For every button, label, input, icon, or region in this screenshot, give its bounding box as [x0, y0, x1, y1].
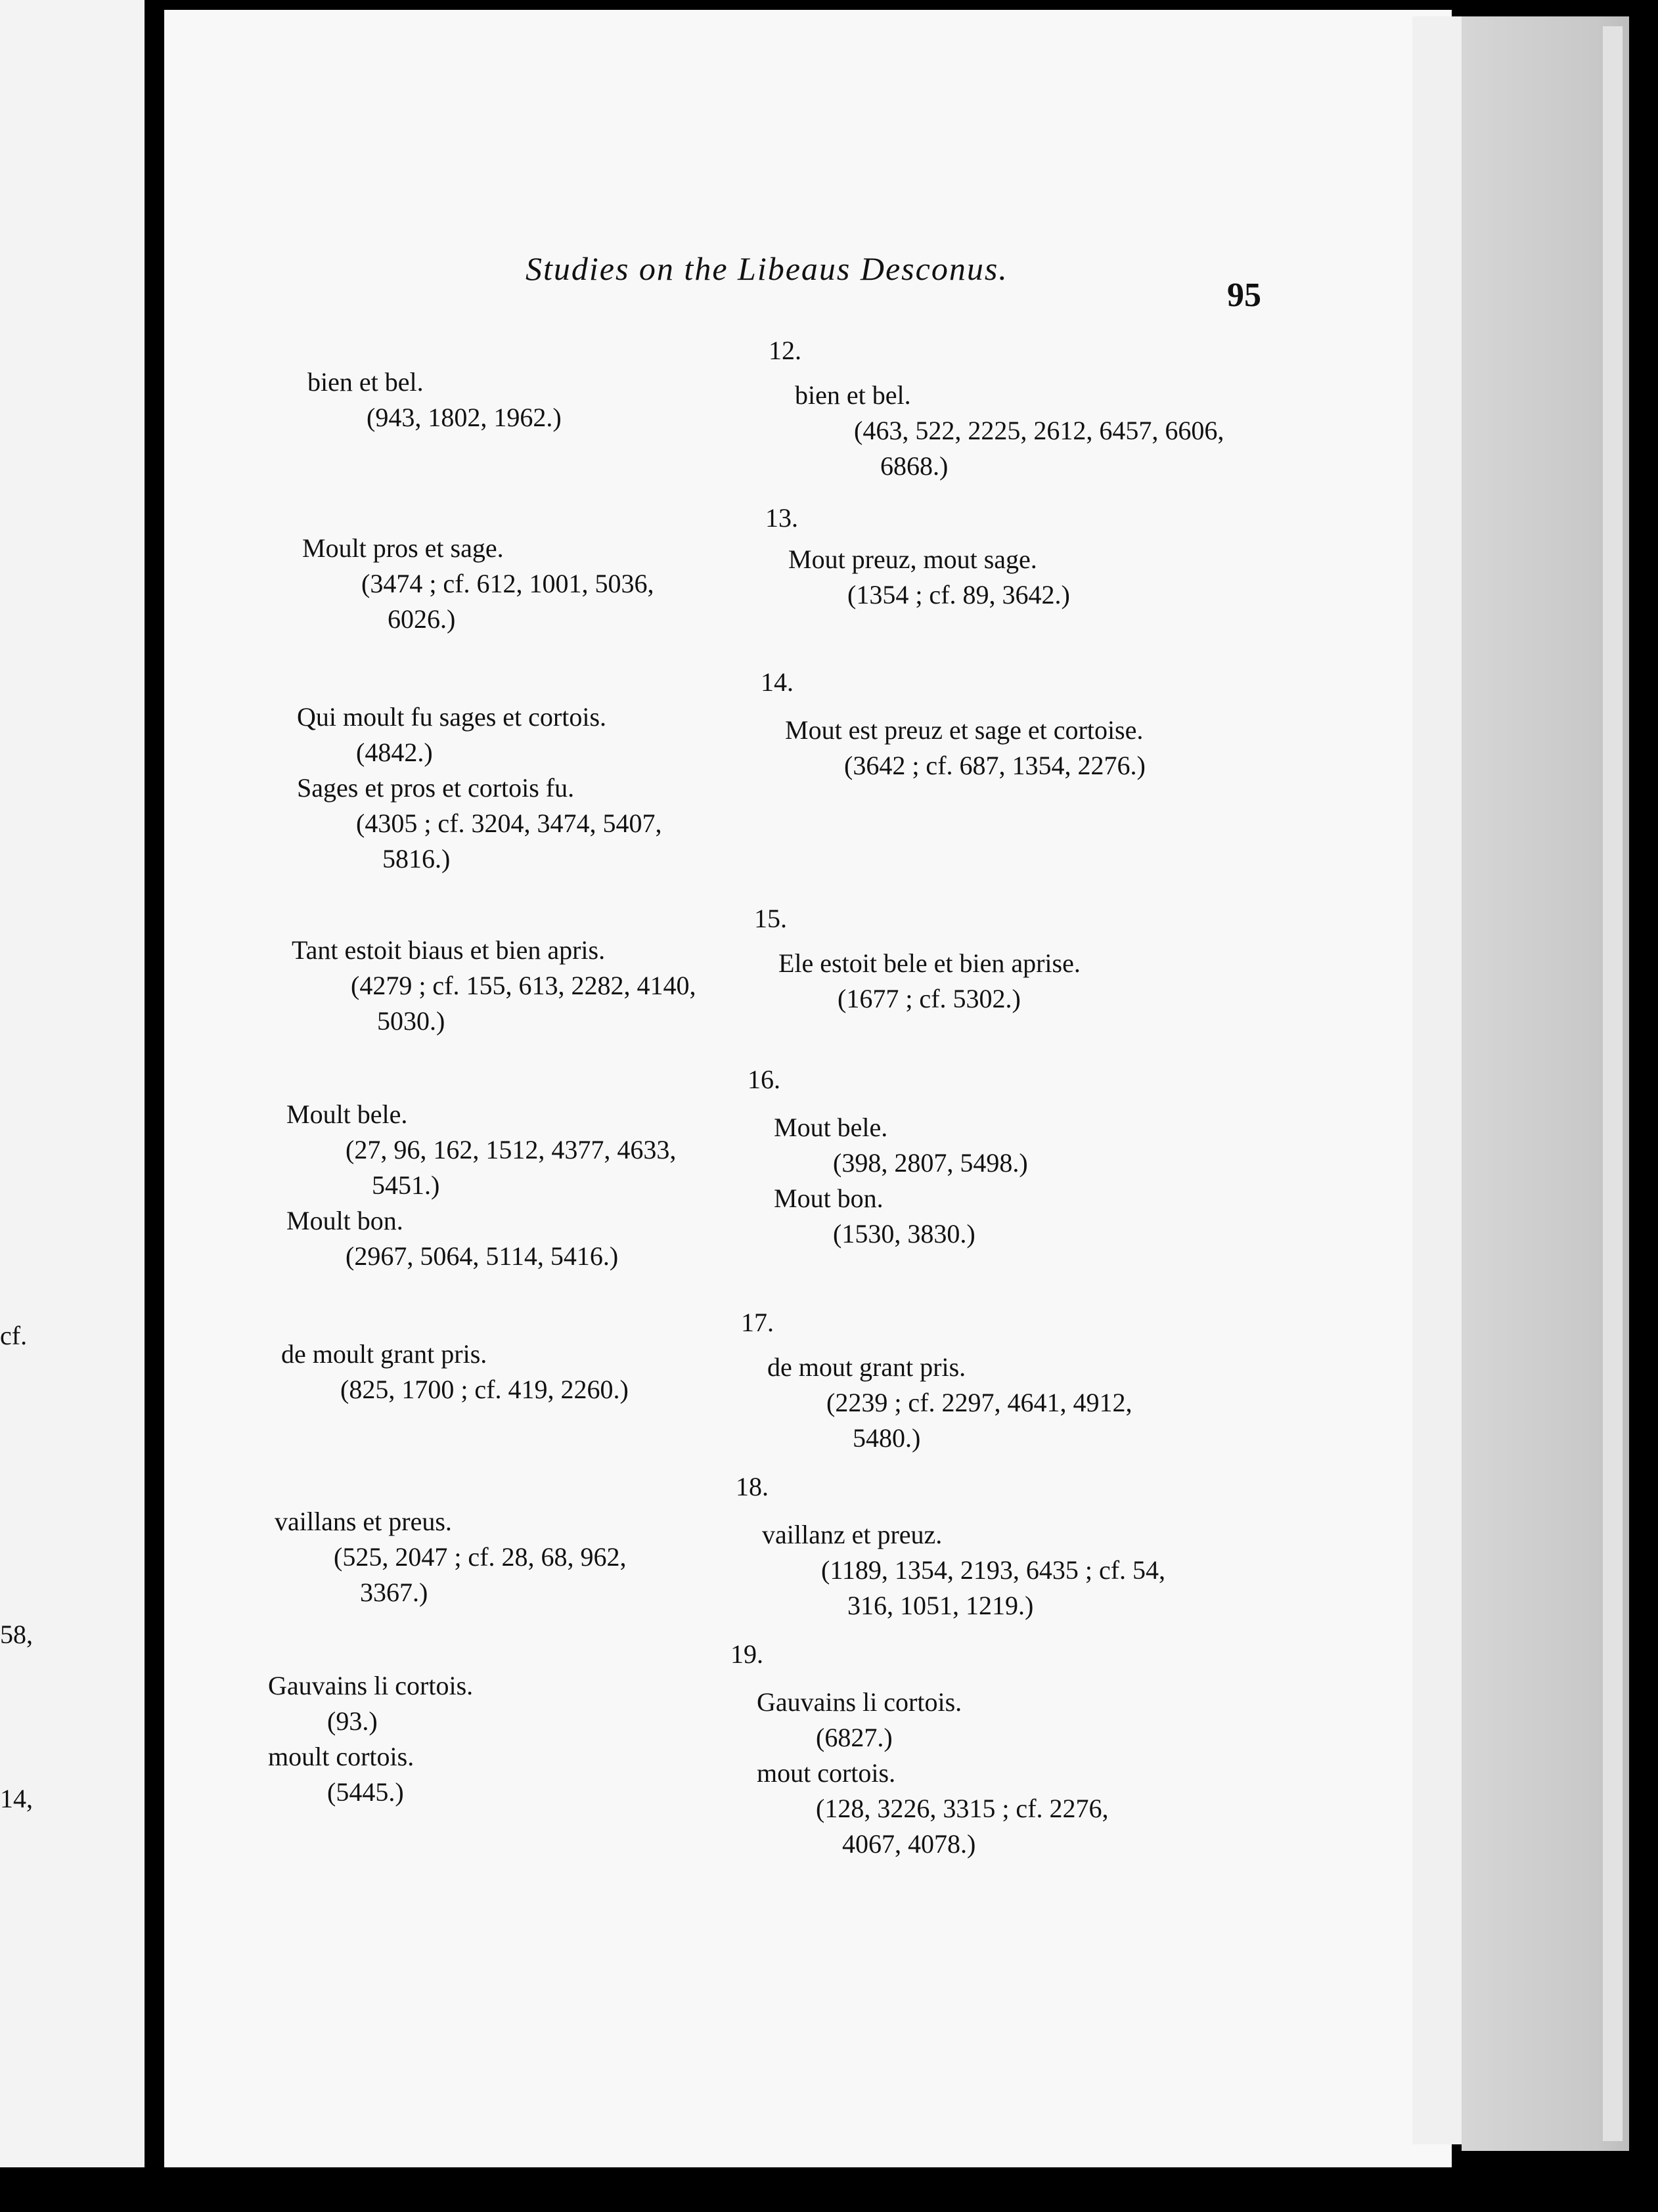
left-entry-7 [275, 1504, 627, 1610]
right-entry-18 [762, 1517, 1165, 1624]
phrase: Ele estoit bele et bien aprise. [778, 948, 1081, 978]
left-entry-3 [297, 699, 662, 877]
facing-page-left [0, 0, 145, 2167]
entry-number: 15. [754, 904, 787, 933]
right-entry-19 [757, 1685, 1109, 1862]
entry-number: 13. [765, 503, 798, 533]
line-refs: (1677 ; cf. 5302.) [838, 984, 1021, 1013]
line-refs: (6827.) [816, 1723, 893, 1752]
right-entry-17 [767, 1350, 1132, 1456]
phrase: vaillans et preus. [275, 1507, 452, 1536]
phrase: de mout grant pris. [767, 1352, 966, 1382]
line-refs-cont: 316, 1051, 1219.) [847, 1591, 1034, 1620]
line-refs: (943, 1802, 1962.) [367, 403, 562, 432]
line-refs: (2967, 5064, 5114, 5416.) [346, 1241, 619, 1271]
phrase: Tant estoit biaus et bien apris. [292, 935, 606, 965]
right-entry-14 [785, 713, 1146, 784]
right-entry-12 [795, 378, 1224, 484]
line-refs-cont: 6868.) [880, 451, 949, 481]
running-head: Studies on the Libeaus Desconus. [526, 250, 1008, 287]
line-refs: (525, 2047 ; cf. 28, 68, 962, [334, 1542, 627, 1572]
line-refs-cont: 6026.) [388, 604, 456, 634]
line-refs: (27, 96, 162, 1512, 4377, 4633, [346, 1135, 677, 1164]
line-refs-cont: 5030.) [377, 1006, 445, 1036]
phrase: Mout est preuz et sage et cortoise. [785, 715, 1144, 745]
line-refs: (1354 ; cf. 89, 3642.) [847, 580, 1070, 609]
entry-number: 19. [730, 1639, 763, 1669]
entry-number: 14. [761, 667, 794, 697]
line-refs: (825, 1700 ; cf. 419, 2260.) [340, 1375, 629, 1404]
phrase: Gauvains li cortois. [757, 1687, 962, 1717]
line-refs: (2239 ; cf. 2297, 4641, 4912, [826, 1388, 1132, 1417]
entry-number: 18. [736, 1472, 769, 1501]
phrase: moult cortois. [268, 1742, 414, 1771]
line-refs: (3474 ; cf. 612, 1001, 5036, [361, 569, 654, 598]
left-entry-5 [286, 1097, 676, 1274]
line-refs-cont: 5816.) [382, 844, 451, 874]
right-entry-13 [788, 542, 1070, 613]
line-refs: (128, 3226, 3315 ; cf. 2276, [816, 1794, 1109, 1823]
phrase: bien et bel. [307, 367, 424, 397]
phrase: Moult pros et sage. [302, 533, 504, 563]
line-refs-cont: 4067, 4078.) [842, 1829, 976, 1859]
left-entry-4 [292, 933, 696, 1039]
phrase: bien et bel. [795, 380, 911, 410]
line-refs-cont: 5451.) [372, 1170, 440, 1200]
page-edge [1412, 16, 1462, 2144]
line-refs-cont: 3367.) [360, 1578, 428, 1607]
line-refs: (4279 ; cf. 155, 613, 2282, 4140, [351, 971, 696, 1000]
left-entry-6 [281, 1337, 629, 1407]
line-refs: (4305 ; cf. 3204, 3474, 5407, [356, 808, 662, 838]
page-edge [1603, 26, 1623, 2141]
phrase: Gauvains li cortois. [268, 1671, 474, 1700]
entry-number: 16. [748, 1065, 780, 1094]
entry-number: 12. [769, 336, 801, 365]
phrase: Sages et pros et cortois fu. [297, 773, 575, 803]
phrase: Moult bele. [286, 1099, 408, 1129]
left-entry-8 [268, 1668, 473, 1810]
phrase: Mout preuz, mout sage. [788, 544, 1037, 574]
line-refs-cont: 5480.) [853, 1423, 921, 1453]
phrase: mout cortois. [757, 1758, 896, 1788]
line-refs: (4842.) [356, 738, 433, 767]
right-entry-15 [778, 946, 1081, 1017]
left-margin-fragment: 14, [0, 1784, 33, 1813]
entry-number: 17. [741, 1308, 774, 1337]
line-refs: (1530, 3830.) [833, 1219, 975, 1249]
line-refs: (463, 522, 2225, 2612, 6457, 6606, [854, 416, 1224, 445]
line-refs: (5445.) [327, 1777, 404, 1807]
phrase: vaillanz et preuz. [762, 1520, 943, 1549]
phrase: de moult grant pris. [281, 1339, 487, 1369]
left-entry-2 [302, 531, 654, 637]
phrase: Qui moult fu sages et cortois. [297, 702, 607, 732]
left-entry-1 [307, 365, 562, 435]
line-refs: (398, 2807, 5498.) [833, 1148, 1028, 1178]
phrase: Mout bon. [774, 1183, 884, 1213]
line-refs: (1189, 1354, 2193, 6435 ; cf. 54, [821, 1555, 1166, 1585]
left-margin-fragment: cf. [0, 1321, 28, 1350]
right-entry-16 [774, 1110, 1028, 1252]
phrase: Moult bon. [286, 1206, 403, 1235]
line-refs: (3642 ; cf. 687, 1354, 2276.) [844, 751, 1146, 780]
left-margin-fragment: 58, [0, 1620, 33, 1649]
phrase: Mout bele. [774, 1113, 888, 1142]
page-number: 95 [1227, 276, 1261, 314]
line-refs: (93.) [327, 1706, 378, 1736]
